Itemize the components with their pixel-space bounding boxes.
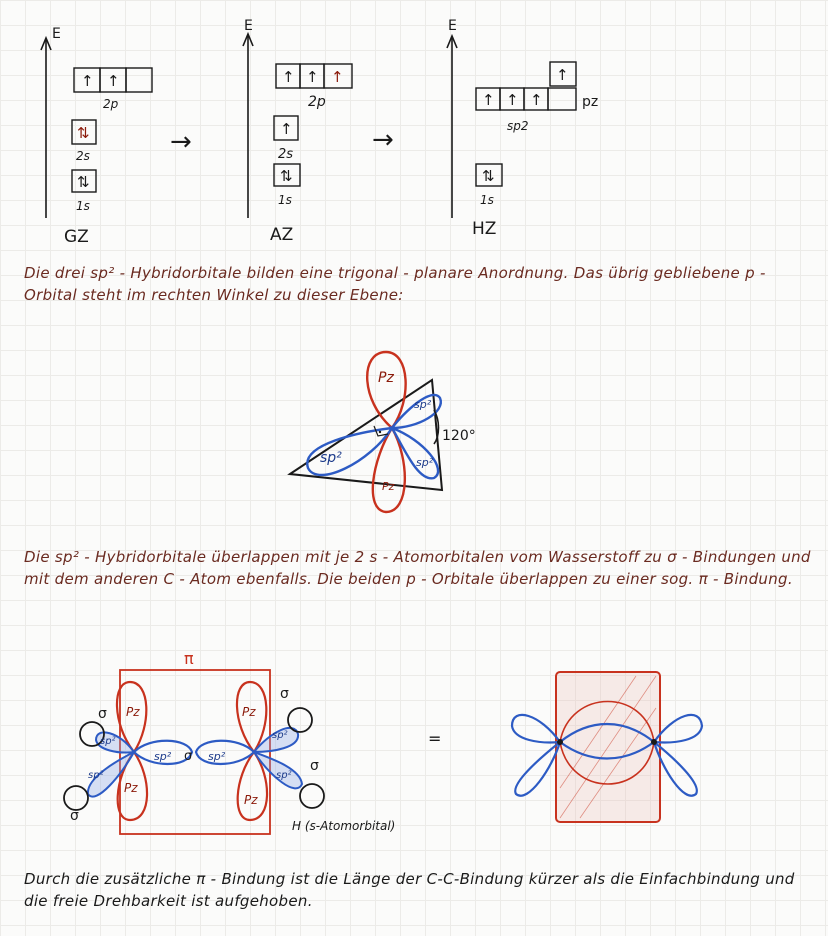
energy-diagrams bbox=[0, 0, 828, 250]
level-label: 1s bbox=[480, 193, 494, 207]
pz-label-bottom: Pz bbox=[382, 480, 395, 493]
sigma-label: σ bbox=[184, 749, 193, 764]
electron-box: ↑ bbox=[556, 66, 569, 84]
electron-box: ↑ bbox=[306, 68, 319, 86]
level-label: 2s bbox=[278, 147, 294, 162]
electron-box: ⇅ bbox=[482, 167, 495, 185]
state-label-az: AZ bbox=[270, 225, 294, 245]
pz-label: Pz bbox=[244, 793, 258, 807]
trigonal-planar-figure bbox=[0, 340, 828, 530]
electron-box: ↑ bbox=[280, 120, 293, 138]
level-label: 1s bbox=[76, 199, 90, 213]
transition-arrow: → bbox=[170, 127, 192, 157]
pz-label-top: Pz bbox=[378, 370, 394, 386]
electron-box: ↑ bbox=[107, 72, 120, 90]
electron-box: ↑ bbox=[482, 91, 495, 109]
sp2-label: sp² bbox=[208, 750, 226, 763]
paragraph-conclusion: Durch die zusätzliche π - Bindung ist die Länge der C-C-Bindung kürzer als die Einfachbindung und die freie Drehbarkeit ist aufgehoben. bbox=[24, 870, 795, 910]
level-label-pz: pz bbox=[582, 94, 599, 110]
electron-box: ↑ bbox=[331, 68, 344, 86]
level-label: 1s bbox=[278, 193, 292, 207]
electron-box: ⇅ bbox=[77, 124, 90, 142]
electron-box: ⇅ bbox=[280, 167, 293, 185]
paragraph-overlap: Die sp² - Hybridorbitale überlappen mit je 2 s - Atomorbitalen vom Wasserstoff zu σ - Bindungen und mit dem anderen C - Atom ebenfalls. Die beiden p - Orbitale überlappen zu einer sog. π - Bindung. bbox=[24, 548, 811, 588]
electron-box: ↑ bbox=[530, 91, 543, 109]
electron-box: ↑ bbox=[81, 72, 94, 90]
sp2-label-right-bottom: sp² bbox=[416, 456, 434, 469]
equals-sign: = bbox=[428, 729, 442, 748]
angle-label: 120° bbox=[442, 428, 476, 444]
sp2-label-left: sp² bbox=[320, 450, 342, 466]
energy-diagram-hz bbox=[447, 18, 598, 239]
level-label: 2s bbox=[76, 149, 90, 163]
sigma-label: σ bbox=[98, 706, 107, 722]
sigma-label: σ bbox=[70, 808, 79, 824]
level-label-sp2: sp2 bbox=[507, 119, 529, 133]
axis-label-e: E bbox=[448, 18, 457, 34]
ethene-figure bbox=[0, 648, 828, 848]
sp2-label: sp² bbox=[88, 770, 104, 781]
pi-label: π bbox=[184, 649, 194, 668]
sp2-label: sp² bbox=[272, 730, 288, 741]
transition-arrow: → bbox=[372, 125, 394, 155]
state-label-hz: HZ bbox=[472, 219, 497, 239]
electron-box: ↑ bbox=[282, 68, 295, 86]
sigma-label: σ bbox=[310, 758, 319, 774]
axis-label-e: E bbox=[52, 26, 61, 42]
sp2-label: sp² bbox=[154, 750, 172, 763]
pz-label: Pz bbox=[242, 705, 256, 719]
sp2-label: sp² bbox=[276, 770, 292, 781]
pz-label: Pz bbox=[126, 705, 140, 719]
h-s-orbital-label: H (s-Atomorbital) bbox=[292, 819, 396, 833]
paragraph-hybridization: Die drei sp² - Hybridorbitale bilden eine trigonal - planare Anordnung. Das übrig gebliebene p - Orbital steht im rechten Winkel zu dieser Ebene: bbox=[24, 264, 766, 304]
axis-label-e: E bbox=[244, 18, 253, 34]
sp2-label: sp² bbox=[100, 736, 116, 747]
electron-box: ⇅ bbox=[77, 173, 90, 191]
pz-label: Pz bbox=[124, 781, 138, 795]
energy-diagram-az bbox=[243, 18, 352, 245]
state-label-gz: GZ bbox=[64, 227, 89, 247]
energy-diagram-gz bbox=[41, 26, 152, 247]
electron-box: ↑ bbox=[506, 91, 519, 109]
sigma-label: σ bbox=[280, 686, 289, 702]
level-label: 2p bbox=[103, 97, 119, 111]
level-label: 2p bbox=[308, 94, 326, 110]
sp2-label-right-top: sp² bbox=[414, 398, 432, 411]
overlap-view bbox=[512, 672, 702, 822]
